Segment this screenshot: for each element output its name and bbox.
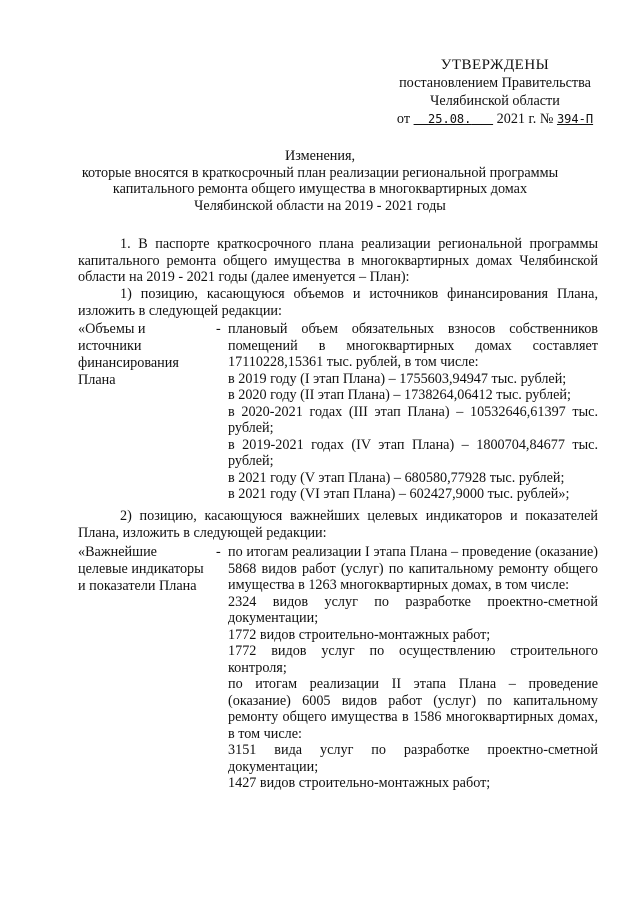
heading-line-2: которые вносятся в краткосрочный план реализации региональной программы	[81, 164, 559, 181]
section-financing-label: «Объемы и источники финансирования Плана	[78, 321, 179, 388]
indicator-line: 2324 видов услуг по разработке проектно-сметной документации;	[228, 593, 598, 626]
approval-title: УТВЕРЖДЕНЫ	[440, 57, 550, 73]
section-financing-dash: -	[216, 321, 221, 337]
approval-line-1: постановлением Правительства	[399, 75, 591, 91]
heading-line-1: Изменения,	[284, 148, 356, 164]
financing-line: в 2021 году (VI этап Плана) – 602427,9000 тыс. рублей»;	[228, 486, 570, 502]
financing-line: в 2019-2021 годах (IV этап Плана) – 1800704,84677 тыс. рублей;	[228, 436, 598, 469]
year-text: 2021 г. №	[496, 111, 554, 127]
section-indicators-text	[228, 544, 598, 792]
financing-line: в 2021 году (V этап Плана) – 680580,77928 тыс. рублей;	[228, 469, 565, 486]
section-indicators-label: «Важнейшие целевые индикаторы и показатели Плана	[78, 544, 204, 594]
financing-line: в 2020-2021 годах (III этап Плана) – 10532646,61397 тыс. рублей;	[228, 403, 598, 436]
indicator-line: по итогам реализации II этапа Плана – проведение (оказание) 6005 видов работ (услуг) по капитальному ремонту общего имущества в 1586 многоквартирных домах, в том числе:	[228, 676, 598, 742]
item-1-intro: 1) позицию, касающуюся объемов и источников финансирования Плана, изложить в следующей редакции:	[78, 286, 598, 319]
section-financing-text	[228, 321, 598, 503]
number-value: 394-П	[556, 112, 594, 126]
indicator-line: по итогам реализации I этапа Плана – проведение (оказание) 5868 видов работ (услуг) по капитальному ремонту общего имущества в 1263 многоквартирных домах, в том числе:	[228, 544, 598, 593]
date-value: 25.08.	[428, 112, 472, 126]
financing-line: плановый объем обязательных взносов собственников помещений в многоквартирных домах составляет 17110228,15361 тыс. рублей, в том числе:	[228, 321, 598, 370]
item-2-intro: 2) позицию, касающуюся важнейших целевых индикаторов и показателей Плана, изложить в следующей редакции:	[78, 508, 598, 541]
paragraph-1: 1. В паспорте краткосрочного плана реализации региональной программы капитального ремонта общего имущества в многоквартирных домах Челябинской области на 2019 - 2021 годы (далее именуется – План):	[78, 236, 598, 285]
section-indicators-dash: -	[216, 544, 221, 560]
indicator-line: 1427 видов строительно-монтажных работ;	[228, 775, 491, 791]
indicator-line: 1772 видов услуг по осуществлению строительного контроля;	[228, 643, 598, 676]
heading-line-3: капитального ремонта общего имущества в многоквартирных домах	[112, 181, 528, 197]
heading-line-4: Челябинской области на 2019 - 2021 годы	[194, 197, 446, 214]
indicator-line: 3151 вида услуг по разработке проектно-сметной документации;	[228, 742, 598, 775]
approval-block	[380, 56, 610, 128]
indicator-line: 1772 видов строительно-монтажных работ;	[228, 626, 491, 643]
approval-date-line	[380, 110, 610, 128]
document-heading	[70, 148, 570, 214]
date-prefix: от	[396, 111, 411, 127]
financing-line: в 2019 году (I этап Плана) – 1755603,94947 тыс. рублей;	[228, 370, 567, 387]
approval-line-2: Челябинской области	[430, 93, 560, 109]
financing-line: в 2020 году (II этап Плана) – 1738264,06412 тыс. рублей;	[228, 387, 571, 403]
